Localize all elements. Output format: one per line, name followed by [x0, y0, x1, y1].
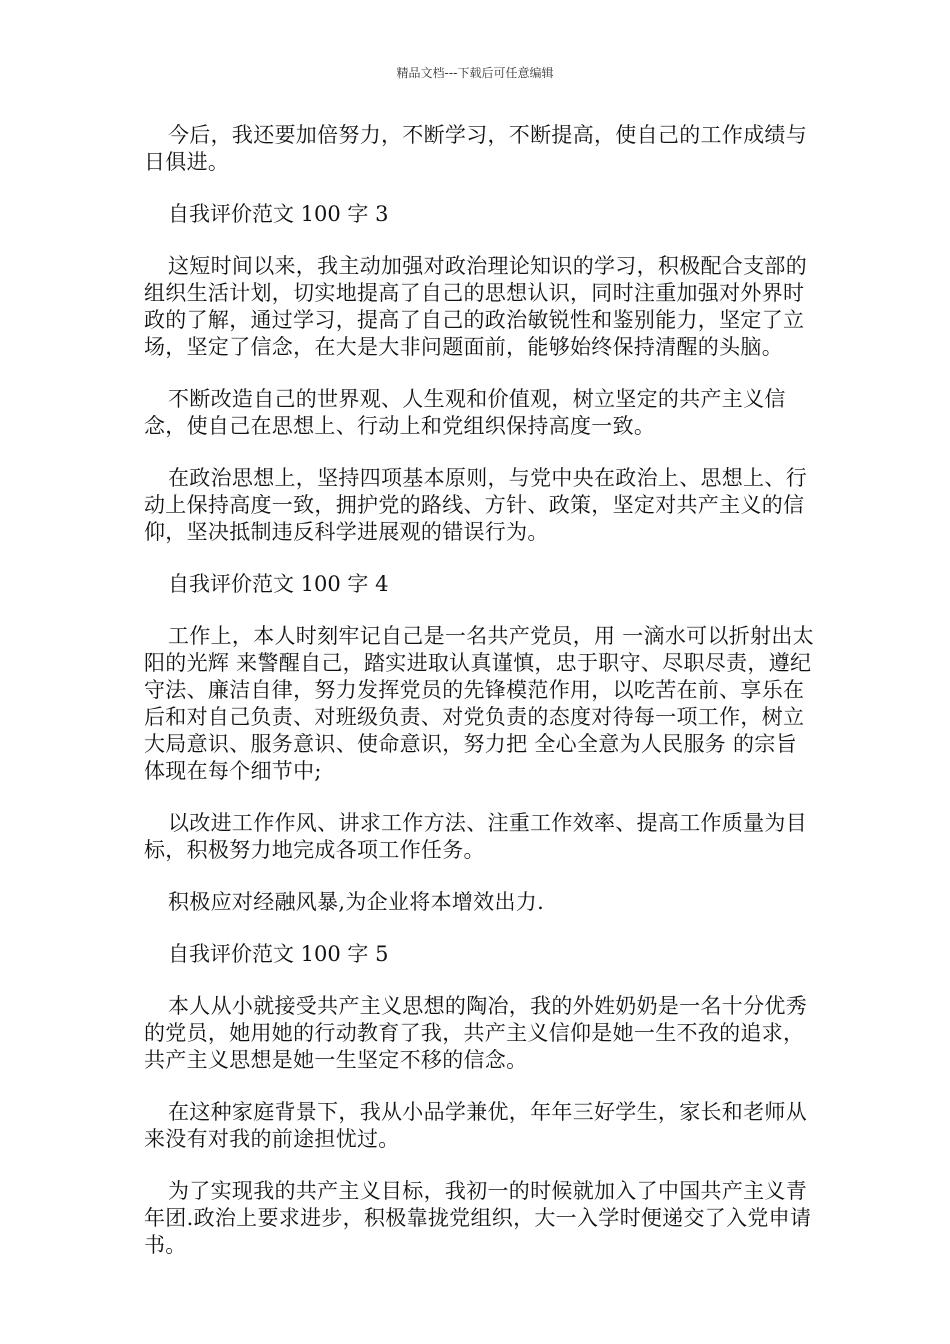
paragraph: 以改进工作作风、讲求工作方法、注重工作效率、提高工作质量为目标，积极努力地完成各项工作任务。 — [144, 811, 807, 862]
paragraph: 在政治思想上，坚持四项基本原则，与党中央在政治上、思想上、行动上保持高度一致，拥护党的路线、方针、政策，坚定对共产主义的信仰，坚决抵制违反科学进展观的错误行为。 — [144, 466, 807, 544]
paragraph: 不断改造自己的世界观、人生观和价值观，树立坚定的共产主义信念，使自己在思想上、行动上和党组织保持高度一致。 — [144, 387, 786, 438]
paragraph: 积极应对经融风暴,为企业将本增效出力. — [168, 890, 545, 914]
section-heading: 自我评价范文 100 字 4 — [168, 572, 389, 596]
page-header: 精品文档---下载后可任意编辑 — [396, 66, 554, 80]
paragraph: 工作上，本人时刻牢记自己是一名共产党员，用 一滴水可以折射出太阳的光辉 来警醒自己，踏实进取认真谨慎，忠于职守、尽职尽责，遵纪守法、廉洁自律，努力发挥党员的先锋模范作用，以吃苦在前、享乐在后和对自己负责、对班级负责、对党负责的态度对待每一项工作，树立大局意识、服务意识、使命意识，努力把 全心全意为人民服务 的宗旨体现在每个细节中; — [144, 624, 814, 783]
paragraph: 这短时间以来，我主动加强对政治理论知识的学习，积极配合支部的组织生活计划，切实地提高了自己的思想认识，同时注重加强对外界时政的了解，通过学习，提高了自己的政治敏锐性和鉴别能力，坚定了立场，坚定了信念，在大是大非问题面前，能够始终保持清醒的头脑。 — [144, 254, 807, 359]
paragraph: 为了实现我的共产主义目标，我初一的时候就加入了中国共产主义青年团.政治上要求进步，积极靠拢党组织，大一入学时便递交了入党申请书。 — [144, 1179, 812, 1257]
paragraph: 在这种家庭背景下，我从小品学兼优，年年三好学生，家长和老师从来没有对我的前途担忧过。 — [144, 1100, 807, 1151]
section-heading: 自我评价范文 100 字 3 — [168, 202, 389, 226]
paragraph: 本人从小就接受共产主义思想的陶冶，我的外姓奶奶是一名十分优秀的党员，她用她的行动教育了我，共产主义信仰是她一生不孜的追求，共产主义思想是她一生坚定不移的信念。 — [144, 994, 807, 1072]
paragraph: 今后，我还要加倍努力，不断学习，不断提高，使自己的工作成绩与日俱进。 — [144, 123, 807, 174]
document-body — [144, 122, 816, 1284]
section-heading: 自我评价范文 100 字 5 — [168, 942, 389, 966]
